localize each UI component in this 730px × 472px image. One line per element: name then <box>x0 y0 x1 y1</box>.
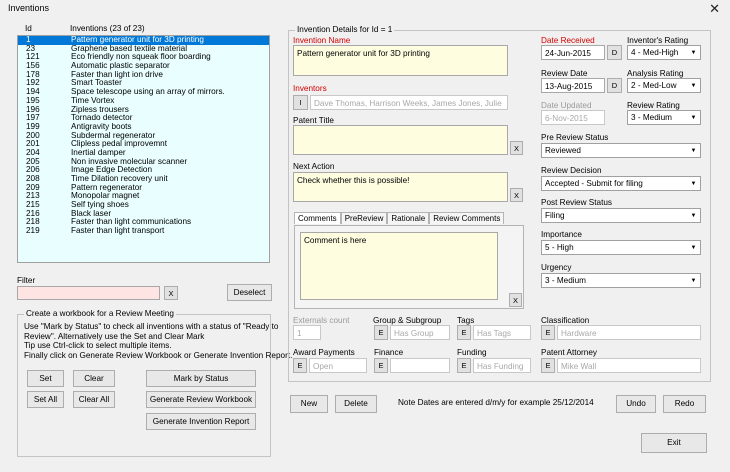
list-item-id: 192 <box>26 78 40 88</box>
chevron-down-icon[interactable]: ▼ <box>690 180 697 187</box>
chevron-down-icon[interactable]: ▼ <box>690 82 697 89</box>
redo-button[interactable]: Redo <box>663 395 706 413</box>
new-button[interactable]: New <box>290 395 328 413</box>
funding-field[interactable]: Has Funding <box>473 358 531 373</box>
patent-title-clear-button[interactable]: X <box>510 141 523 155</box>
mark-by-status-button[interactable]: Mark by Status <box>146 370 256 387</box>
post-review-status-select[interactable] <box>541 208 701 223</box>
urgency-label: Urgency <box>541 263 572 272</box>
instruction-line: Use "Mark by Status" to check all inventions with a status of "Ready to <box>24 322 279 331</box>
set-all-button[interactable]: Set All <box>27 391 64 408</box>
post-review-status-value: Filing <box>545 211 565 220</box>
list-item-name: Subdermal regenerator <box>71 130 156 140</box>
list-item[interactable] <box>18 192 269 201</box>
list-item-name: Self tying shoes <box>71 200 129 210</box>
urgency-value: 3 - Medium <box>545 276 586 285</box>
list-item-id: 200 <box>26 130 40 140</box>
list-id-header: Id <box>25 24 32 33</box>
list-item-id: 178 <box>26 69 40 79</box>
list-item-name: Inertial damper <box>71 147 126 157</box>
list-item-name: Automatic plastic separator <box>71 61 170 71</box>
list-item-id: 197 <box>26 113 40 123</box>
patent-attorney-edit-button[interactable]: E <box>541 358 555 373</box>
review-date-picker-button[interactable]: D <box>607 78 622 93</box>
analysis-rating-label: Analysis Rating <box>627 69 684 78</box>
chevron-down-icon[interactable]: ▼ <box>690 244 697 251</box>
comment-input[interactable]: Comment is here <box>300 232 498 300</box>
date-format-note: Note Dates are entered d/m/y for example 25/12/2014 <box>398 398 594 407</box>
inventor-rating-select[interactable] <box>627 45 701 60</box>
clear-mark-button[interactable]: Clear <box>73 370 115 387</box>
patent-attorney-label: Patent Attorney <box>541 348 597 357</box>
importance-label: Importance <box>541 230 582 239</box>
generate-review-workbook-button[interactable]: Generate Review Workbook <box>146 391 256 408</box>
inventor-rating-label: Inventor's Rating <box>627 36 689 45</box>
list-name-header: Inventions (23 of 23) <box>70 24 145 33</box>
filter-clear-button[interactable]: X <box>164 286 178 300</box>
list-item[interactable] <box>18 71 269 80</box>
review-decision-value: Accepted - Submit for filing <box>545 179 643 188</box>
list-item-id: 205 <box>26 156 40 166</box>
workbook-instructions <box>24 322 292 360</box>
list-item-name: Pattern regenerator <box>71 182 143 192</box>
patent-title-input[interactable] <box>293 125 508 155</box>
list-item-name: Monopolar magnet <box>71 191 140 201</box>
set-mark-button[interactable]: Set <box>27 370 64 387</box>
list-item-id: 219 <box>26 226 40 236</box>
list-item-id: 204 <box>26 147 40 157</box>
list-item-id: 215 <box>26 200 40 210</box>
list-item-name: Space telescope using an array of mirrors. <box>71 87 225 97</box>
list-item-id: 194 <box>26 87 40 97</box>
tab-comments[interactable]: Comments <box>294 212 341 224</box>
list-item[interactable] <box>18 106 269 115</box>
patent-title-label: Patent Title <box>293 116 334 125</box>
delete-button[interactable]: Delete <box>335 395 377 413</box>
list-item[interactable] <box>18 201 269 210</box>
list-item-id: 196 <box>26 104 40 114</box>
list-item-name: Zipless trousers <box>71 104 129 114</box>
list-item[interactable] <box>18 184 269 193</box>
list-item-name: Antigravity boots <box>71 121 132 131</box>
list-item-name: Image Edge Detection <box>71 165 153 175</box>
next-action-input[interactable]: Check whether this is possible! <box>293 172 508 202</box>
pre-review-status-label: Pre Review Status <box>541 133 609 142</box>
tab-rationale[interactable]: Rationale <box>387 212 429 224</box>
inventions-listbox[interactable] <box>17 35 270 263</box>
list-item[interactable] <box>18 114 269 123</box>
funding-label: Funding <box>457 348 487 357</box>
inventors-label: Inventors <box>293 84 327 93</box>
chevron-down-icon[interactable]: ▼ <box>690 277 697 284</box>
list-item-id: 1 <box>26 35 31 44</box>
list-item-id: 195 <box>26 95 40 105</box>
analysis-rating-select[interactable] <box>627 78 701 93</box>
list-item-name: Smart Toaster <box>71 78 122 88</box>
post-review-status-label: Post Review Status <box>541 198 612 207</box>
tab-prereview[interactable]: PreReview <box>341 212 388 224</box>
list-item[interactable] <box>18 88 269 97</box>
review-rating-label: Review Rating <box>627 101 680 110</box>
funding-edit-button[interactable]: E <box>457 358 471 373</box>
classification-field[interactable]: Hardware <box>557 325 701 340</box>
review-date-input[interactable]: 13-Aug-2015 <box>541 78 605 93</box>
list-item-name: Eco friendly non squeak floor boarding <box>71 52 211 62</box>
generate-invention-report-button[interactable]: Generate Invention Report <box>146 413 256 430</box>
list-item[interactable] <box>18 97 269 106</box>
inventors-field[interactable]: Dave Thomas, Harrison Weeks, James Jones, Julie <box>310 95 508 110</box>
list-item-id: 218 <box>26 217 40 227</box>
list-item-name: Time Dilation recovery unit <box>71 174 168 183</box>
chevron-down-icon[interactable]: ▼ <box>690 147 697 154</box>
list-item-name: Clipless pedal improvemnt <box>71 139 168 149</box>
list-item-id: 208 <box>26 174 40 183</box>
award-payments-edit-button[interactable]: E <box>293 358 307 373</box>
chevron-down-icon[interactable]: ▼ <box>690 212 697 219</box>
date-received-input[interactable]: 24-Jun-2015 <box>541 45 605 60</box>
clear-all-button[interactable]: Clear All <box>73 391 115 408</box>
list-item-name: Time Vortex <box>71 95 115 105</box>
filter-input[interactable] <box>17 286 160 300</box>
chevron-down-icon[interactable]: ▼ <box>690 49 697 56</box>
date-received-picker-button[interactable]: D <box>607 45 622 60</box>
instruction-line: Review". Alternatively use the Set and Clear Mark <box>24 331 205 341</box>
review-rating-select[interactable] <box>627 110 701 125</box>
group-edit-button[interactable]: E <box>374 325 388 340</box>
list-item-name: Graphene based textile material <box>71 43 188 53</box>
finance-edit-button[interactable]: E <box>374 358 388 373</box>
list-item-id: 201 <box>26 139 40 149</box>
list-item-id: 156 <box>26 61 40 71</box>
tags-edit-button[interactable]: E <box>457 325 471 340</box>
patent-attorney-field[interactable]: Mike Wall <box>557 358 701 373</box>
date-updated-label: Date Updated <box>541 101 592 110</box>
importance-select[interactable] <box>541 240 701 255</box>
list-item-id: 213 <box>26 191 40 201</box>
list-item-id: 209 <box>26 182 40 192</box>
pre-review-status-select[interactable] <box>541 143 701 158</box>
list-item-name: Faster than light transport <box>71 226 165 236</box>
inventor-rating-value: 4 - Med-High <box>631 48 679 57</box>
urgency-select[interactable] <box>541 273 701 288</box>
instruction-line: Finally click on Generate Review Workbook or Generate Invention Report. <box>24 350 293 360</box>
list-item-name: Tornado detector <box>71 113 133 123</box>
award-payments-label: Award Payments <box>293 348 355 357</box>
list-item-name: Pattern generator unit for 3D printing <box>71 35 204 44</box>
classification-edit-button[interactable]: E <box>541 325 555 340</box>
list-item-name: Faster than light communications <box>71 217 192 227</box>
workbook-frame-title: Create a workbook for a Review Meeting <box>26 309 174 318</box>
next-action-clear-button[interactable]: X <box>510 188 523 202</box>
review-decision-label: Review Decision <box>541 166 602 175</box>
date-updated-field: 6-Nov-2015 <box>541 110 605 125</box>
externals-count-label: Externals count <box>293 316 350 325</box>
date-received-label: Date Received <box>541 36 595 45</box>
list-item-id: 216 <box>26 208 40 218</box>
review-date-label: Review Date <box>541 69 588 78</box>
tags-label: Tags <box>457 316 475 325</box>
tags-field[interactable]: Has Tags <box>473 325 531 340</box>
group-label: Group & Subgroup <box>373 316 442 325</box>
analysis-rating-value: 2 - Med-Low <box>631 81 677 90</box>
filter-label: Filter <box>17 276 36 285</box>
window-title: Inventions <box>8 3 50 13</box>
close-icon[interactable]: ✕ <box>709 1 720 16</box>
list-item-name: Faster than light ion drive <box>71 69 163 79</box>
importance-value: 5 - High <box>545 243 574 252</box>
review-rating-value: 3 - Medium <box>631 113 672 122</box>
pre-review-status-value: Reviewed <box>545 146 581 155</box>
review-decision-select[interactable] <box>541 176 701 191</box>
deselect-button[interactable]: Deselect <box>227 284 272 301</box>
next-action-label: Next Action <box>293 162 335 171</box>
comments-tab-strip <box>294 212 504 224</box>
exit-button[interactable]: Exit <box>641 433 707 453</box>
group-field[interactable]: Has Group <box>390 325 450 340</box>
award-payments-field[interactable]: Open <box>309 358 367 373</box>
list-item-name: Black laser <box>71 208 112 218</box>
comment-clear-button[interactable]: X <box>509 293 522 307</box>
list-item-id: 121 <box>26 52 40 62</box>
finance-label: Finance <box>374 348 404 357</box>
list-item[interactable] <box>18 175 269 184</box>
list-item-name: Non invasive molecular scanner <box>71 156 188 166</box>
inventors-button[interactable]: I <box>293 95 308 110</box>
classification-label: Classification <box>541 316 590 325</box>
list-item[interactable] <box>18 140 269 149</box>
chevron-down-icon[interactable]: ▼ <box>690 114 697 121</box>
list-item-id: 199 <box>26 121 40 131</box>
undo-button[interactable]: Undo <box>616 395 656 413</box>
tab-review-comments[interactable]: Review Comments <box>429 212 504 224</box>
list-item-id: 206 <box>26 165 40 175</box>
list-item-id: 23 <box>26 43 36 53</box>
invention-name-input[interactable]: Pattern generator unit for 3D printing <box>293 45 508 76</box>
instruction-line: Tip use Ctrl-click to select multiple items. <box>24 341 172 351</box>
finance-field[interactable] <box>390 358 450 373</box>
invention-name-label: Invention Name <box>293 36 351 45</box>
list-item[interactable] <box>18 227 269 236</box>
details-frame-title: Invention Details for Id = 1 <box>297 25 393 34</box>
externals-count-field: 1 <box>293 325 321 340</box>
